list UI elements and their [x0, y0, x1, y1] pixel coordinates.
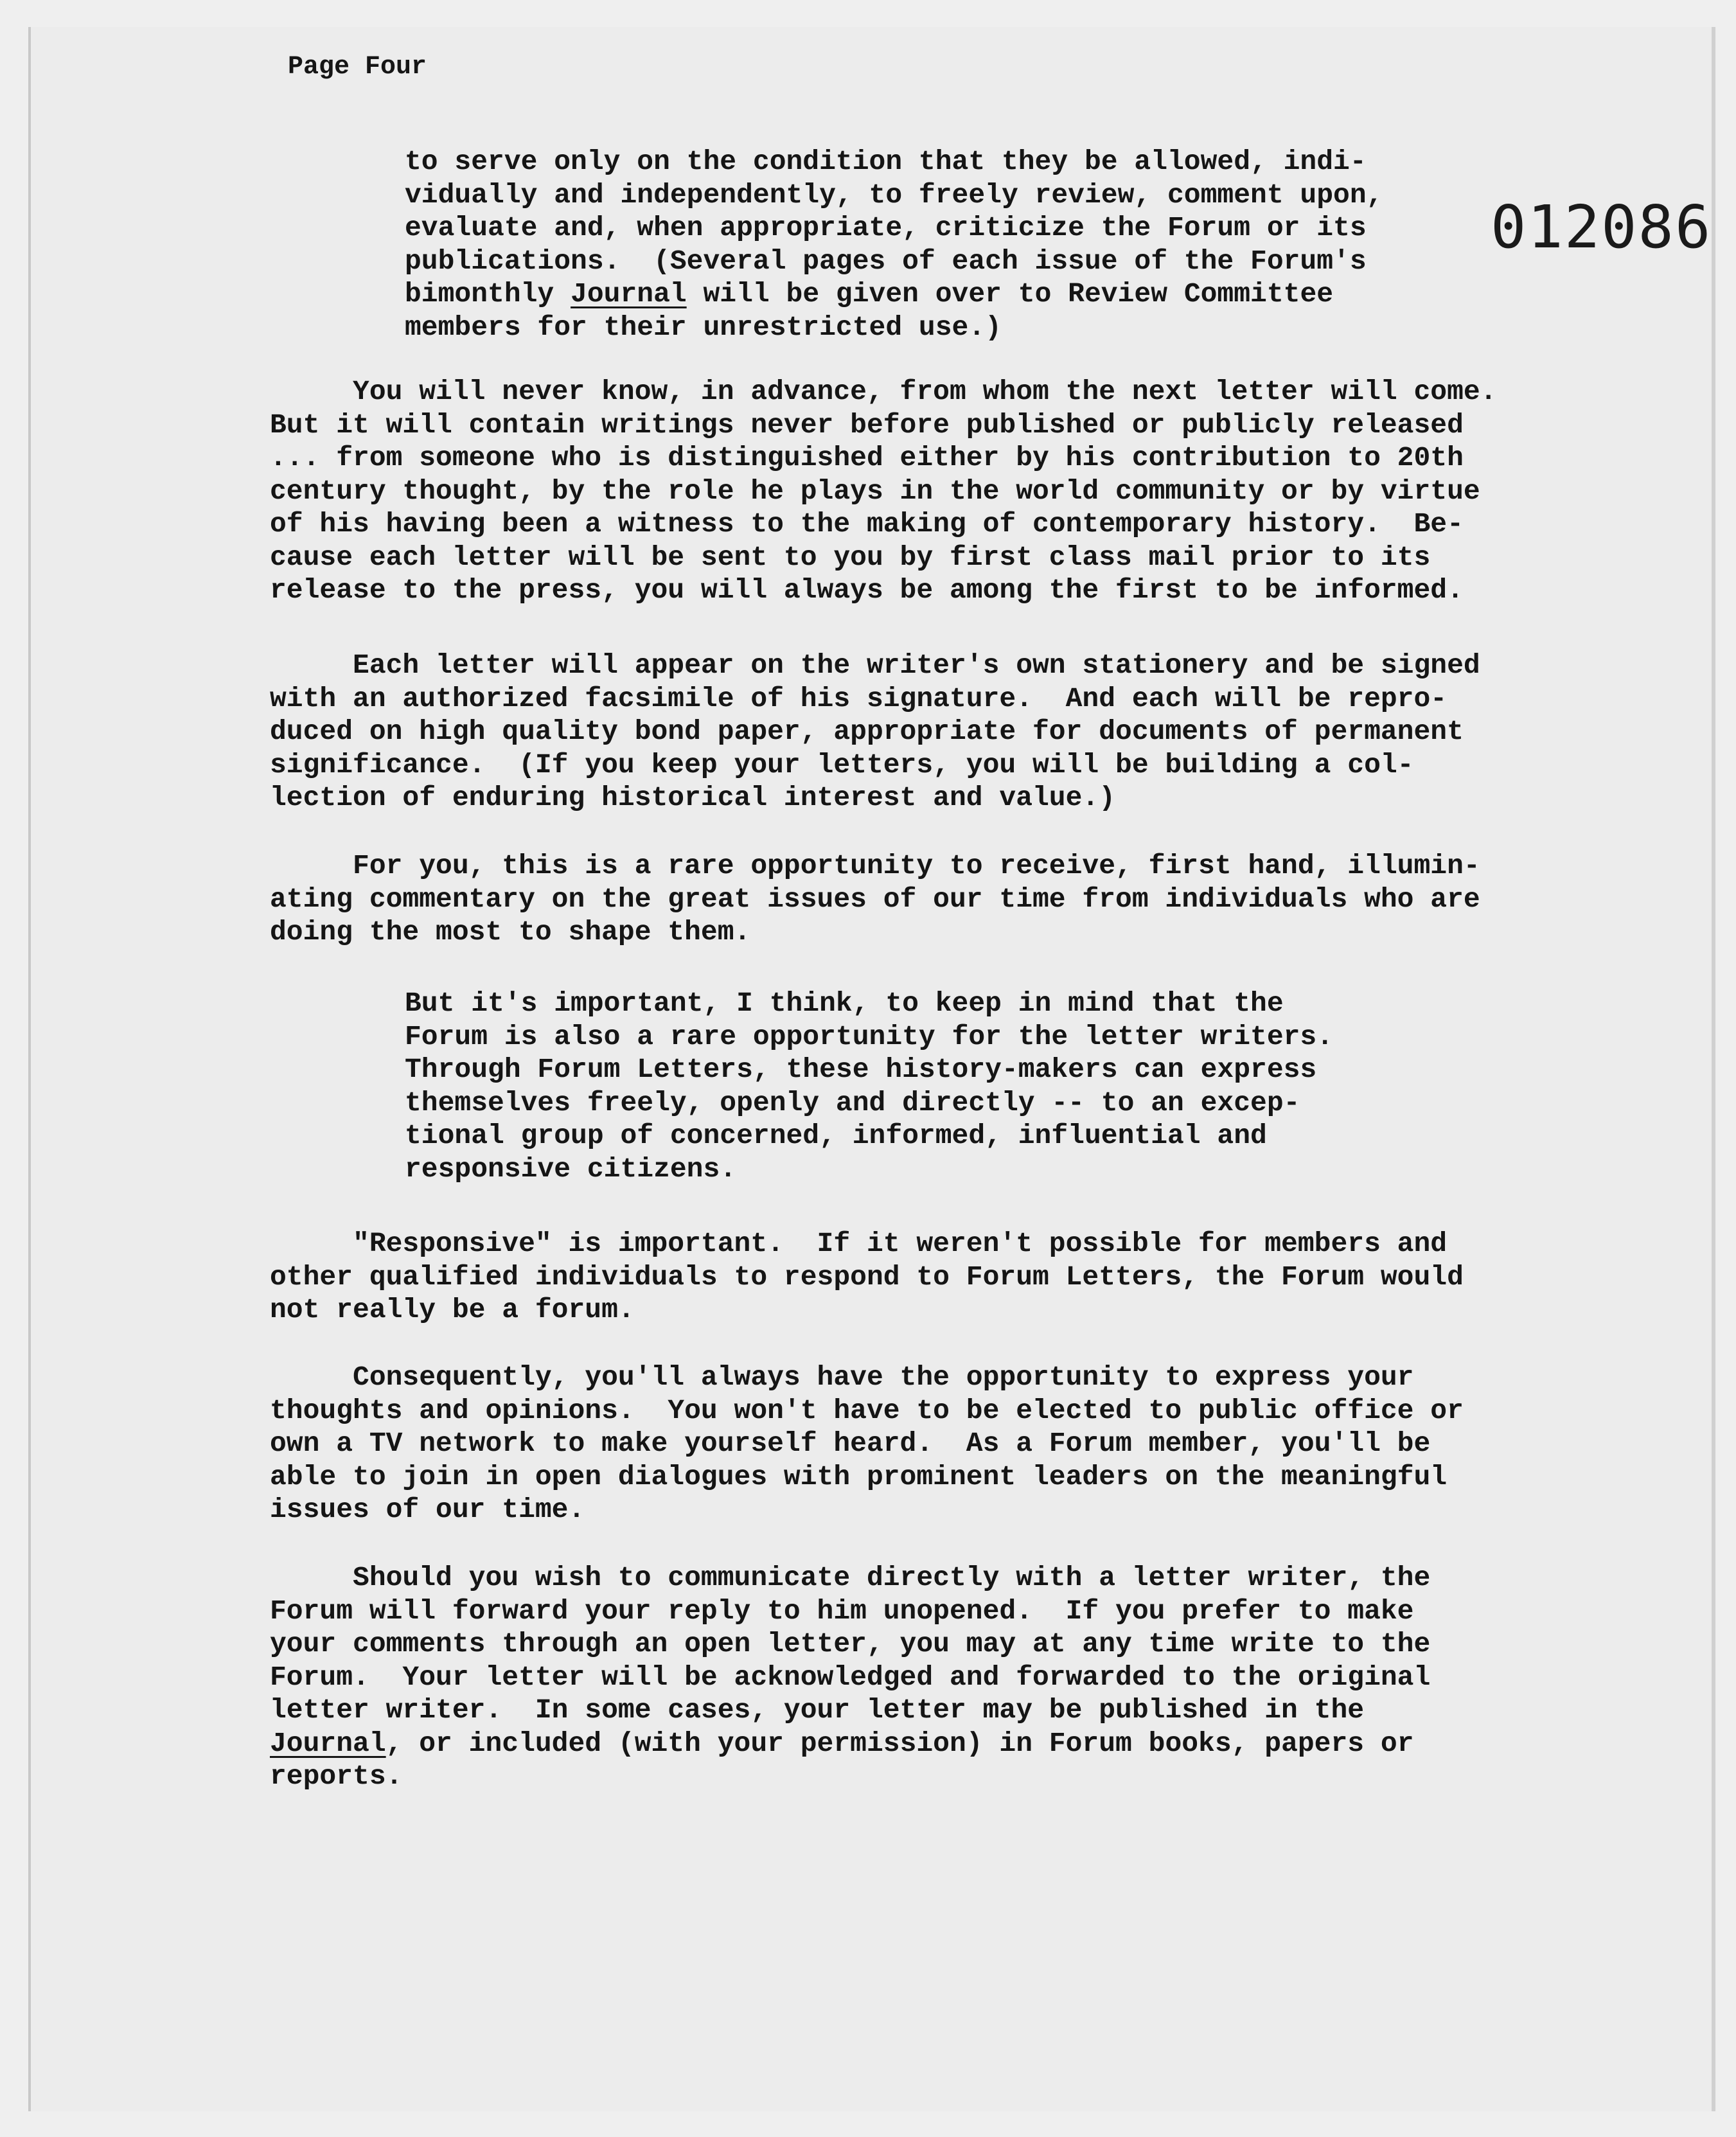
text-line: release to the press, you will always be among the first to be informed. — [270, 574, 1464, 606]
text-line: But it's important, I think, to keep in mind that the — [405, 988, 1284, 1019]
text-line: tional group of concerned, informed, influential and — [405, 1120, 1267, 1151]
text-line: Forum is also a rare opportunity for the letter writers. — [405, 1020, 1334, 1052]
journal-title: Journal — [571, 278, 687, 310]
paragraph-next-letter — [270, 375, 1497, 607]
text-line: themselves freely, openly and directly -- to an excep- — [405, 1086, 1300, 1119]
text-line: publications. (Several pages of each issue of the Forum's — [405, 245, 1367, 277]
text-line: vidually and independently, to freely review, comment upon, — [405, 179, 1383, 211]
paragraph-consequently — [270, 1361, 1464, 1527]
text-line: bimonthly — [405, 278, 571, 310]
text-line: For you, this is a rare opportunity to receive, first hand, illumin- — [270, 850, 1480, 882]
paragraph-opportunity — [270, 849, 1480, 949]
text-line: significance. (If you keep your letters, you will be building a col- — [270, 749, 1414, 781]
text-line: other qualified individuals to respond to Forum Letters, the Forum would — [270, 1261, 1464, 1293]
paragraph-stationery — [270, 649, 1480, 815]
text-line: cause each letter will be sent to you by first class mail prior to its — [270, 541, 1431, 573]
paragraph-letter-writers — [405, 987, 1333, 1185]
text-line: Each letter will appear on the writer's own stationery and be signed — [270, 650, 1480, 681]
text-line: Consequently, you'll always have the opportunity to express your — [270, 1361, 1414, 1393]
text-line: with an authorized facsimile of his signature. And each will be repro- — [270, 682, 1448, 714]
text-line: But it will contain writings never before published or publicly released — [270, 409, 1464, 441]
text-line: Should you wish to communicate directly with a letter writer, the — [270, 1562, 1431, 1593]
text-line: Forum. Your letter will be acknowledged and forwarded to the original — [270, 1661, 1431, 1693]
text-line: evaluate and, when appropriate, criticize the Forum or its — [405, 212, 1367, 244]
text-line: century thought, by the role he plays in the world community or by virtue — [270, 475, 1480, 507]
text-line: of his having been a witness to the making of contemporary history. Be- — [270, 508, 1464, 540]
text-line: own a TV network to make yourself heard. As a Forum member, you'll be — [270, 1428, 1431, 1459]
text-line: duced on high quality bond paper, appropriate for documents of permanent — [270, 716, 1464, 747]
paragraph-review-committee — [405, 145, 1383, 344]
text-line: members for their unrestricted use.) — [405, 311, 1002, 343]
text-line: Forum will forward your reply to him unopened. If you prefer to make — [270, 1595, 1414, 1627]
text-line: able to join in open dialogues with prominent leaders on the meaningful — [270, 1460, 1448, 1493]
text-line: "Responsive" is important. If it weren't possible for members and — [270, 1228, 1448, 1259]
text-line: letter writer. In some cases, your letter may be published in the — [270, 1694, 1365, 1726]
page-label: Page Four — [288, 53, 427, 82]
text-line: will be given over to Review Committee — [686, 278, 1334, 310]
text-line: You will never know, in advance, from whom the next letter will come. — [270, 376, 1497, 407]
text-line: not really be a forum. — [270, 1294, 635, 1326]
text-line: issues of our time. — [270, 1494, 585, 1525]
text-line: Through Forum Letters, these history-makers can express — [405, 1054, 1317, 1085]
text-line: reports. — [270, 1760, 403, 1792]
text-line: responsive citizens. — [405, 1153, 737, 1185]
paragraph-communicate — [270, 1561, 1430, 1793]
text-line: lection of enduring historical interest and value.) — [270, 782, 1116, 813]
text-line: your comments through an open letter, you may at any time write to the — [270, 1628, 1431, 1660]
text-line: ating commentary on the great issues of our time from individuals who are — [270, 883, 1480, 915]
journal-title: Journal — [270, 1727, 386, 1759]
text-line: to serve only on the condition that they be allowed, indi- — [405, 146, 1367, 177]
text-line: ... from someone who is distinguished either by his contribution to 20th — [270, 442, 1464, 474]
text-line: , or included (with your permission) in Forum books, papers or — [385, 1727, 1414, 1759]
paragraph-responsive — [270, 1227, 1464, 1327]
text-line: thoughts and opinions. You won't have to be elected to public office or — [270, 1394, 1464, 1426]
document-number: 012086 — [1491, 193, 1712, 262]
text-line: doing the most to shape them. — [270, 916, 751, 948]
